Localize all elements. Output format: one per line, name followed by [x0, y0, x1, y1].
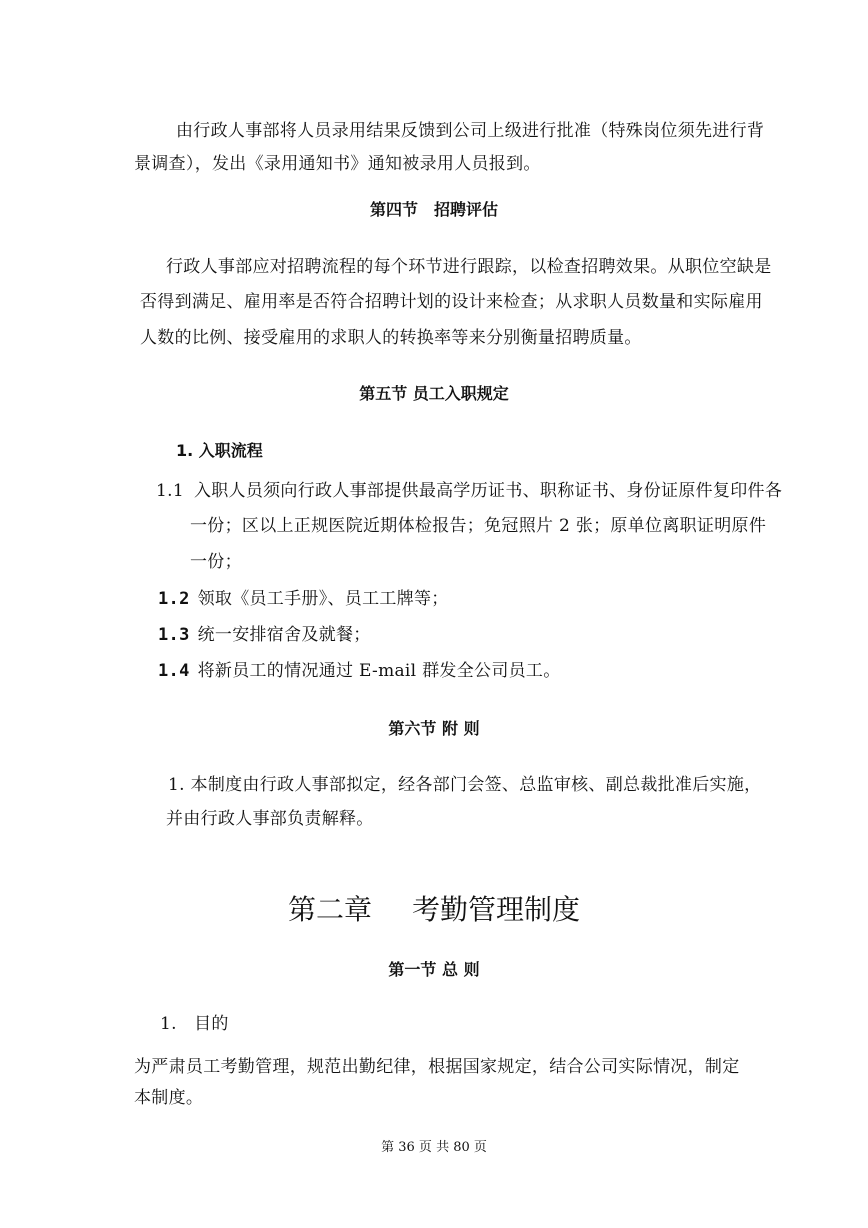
section-4-line-1: 行政人事部应对招聘流程的每个环节进行跟踪，以检查招聘效果。从职位空缺是 [166, 257, 772, 277]
onboarding-process-subheading: 1. 入职流程 [176, 441, 263, 460]
item-1-3-number: 1.3 [158, 625, 190, 645]
item-1-4-number: 1.4 [158, 661, 190, 681]
item-1-1-line-2: 一份；区以上正规医院近期体检报告；免冠照片 2 张；原单位离职证明原件 [190, 516, 767, 536]
purpose-line-2: 本制度。 [134, 1088, 204, 1108]
section-4-line-2: 否得到满足、雇用率是否符合招聘计划的设计来检查；从求职人员数量和实际雇用 [140, 292, 763, 312]
purpose-heading: 1. 目的 [160, 1014, 229, 1034]
purpose-line-1: 为严肃员工考勤管理，规范出勤纪律，根据国家规定，结合公司实际情况，制定 [134, 1057, 740, 1077]
item-1-2-number: 1.2 [158, 589, 190, 609]
item-1-1-line-1 [156, 479, 782, 503]
approval-paragraph-line-1: 由行政人事部将人员录用结果反馈到公司上级进行批准（特殊岗位须先进行背 [176, 121, 765, 141]
item-1-3-text: 统一安排宿舍及就餐； [197, 625, 371, 645]
approval-paragraph-line-2: 景调查），发出《录用通知书》通知被录用人员报到。 [134, 154, 541, 174]
chapter-2-label: 第二章 [287, 893, 372, 926]
item-1-4 [158, 659, 561, 683]
chapter-2-section-1-heading: 第一节 总 则 [388, 960, 480, 979]
page-footer: 第 36 页 共 80 页 [381, 1140, 487, 1155]
section-4-heading: 第四节 招聘评估 [369, 200, 498, 219]
item-1-1-number: 1.1 [156, 481, 184, 501]
chapter-2-title: 考勤管理制度 [412, 893, 581, 926]
section-4-line-3: 人数的比例、接受雇用的求职人的转换率等来分别衡量招聘质量。 [140, 328, 642, 348]
item-1-3 [158, 623, 371, 647]
section-6-line-2: 并由行政人事部负责解释。 [166, 809, 374, 829]
section-6-heading: 第六节 附 则 [388, 719, 480, 738]
item-1-2-text: 领取《员工手册》、员工工牌等； [197, 589, 449, 609]
item-1-1-text: 入职人员须向行政人事部提供最高学历证书、职称证书、身份证原件复印件各 [193, 481, 783, 501]
section-6-line-1: 1. 本制度由行政人事部拟定，经各部门会签、总监审核、副总裁批准后实施， [168, 775, 762, 795]
item-1-4-text: 将新员工的情况通过 E-mail 群发全公司员工。 [197, 661, 561, 681]
item-1-2 [158, 587, 449, 611]
item-1-1-line-3: 一份； [190, 552, 242, 572]
chapter-2-heading [0, 890, 868, 930]
section-5-heading: 第五节 员工入职规定 [359, 384, 509, 403]
